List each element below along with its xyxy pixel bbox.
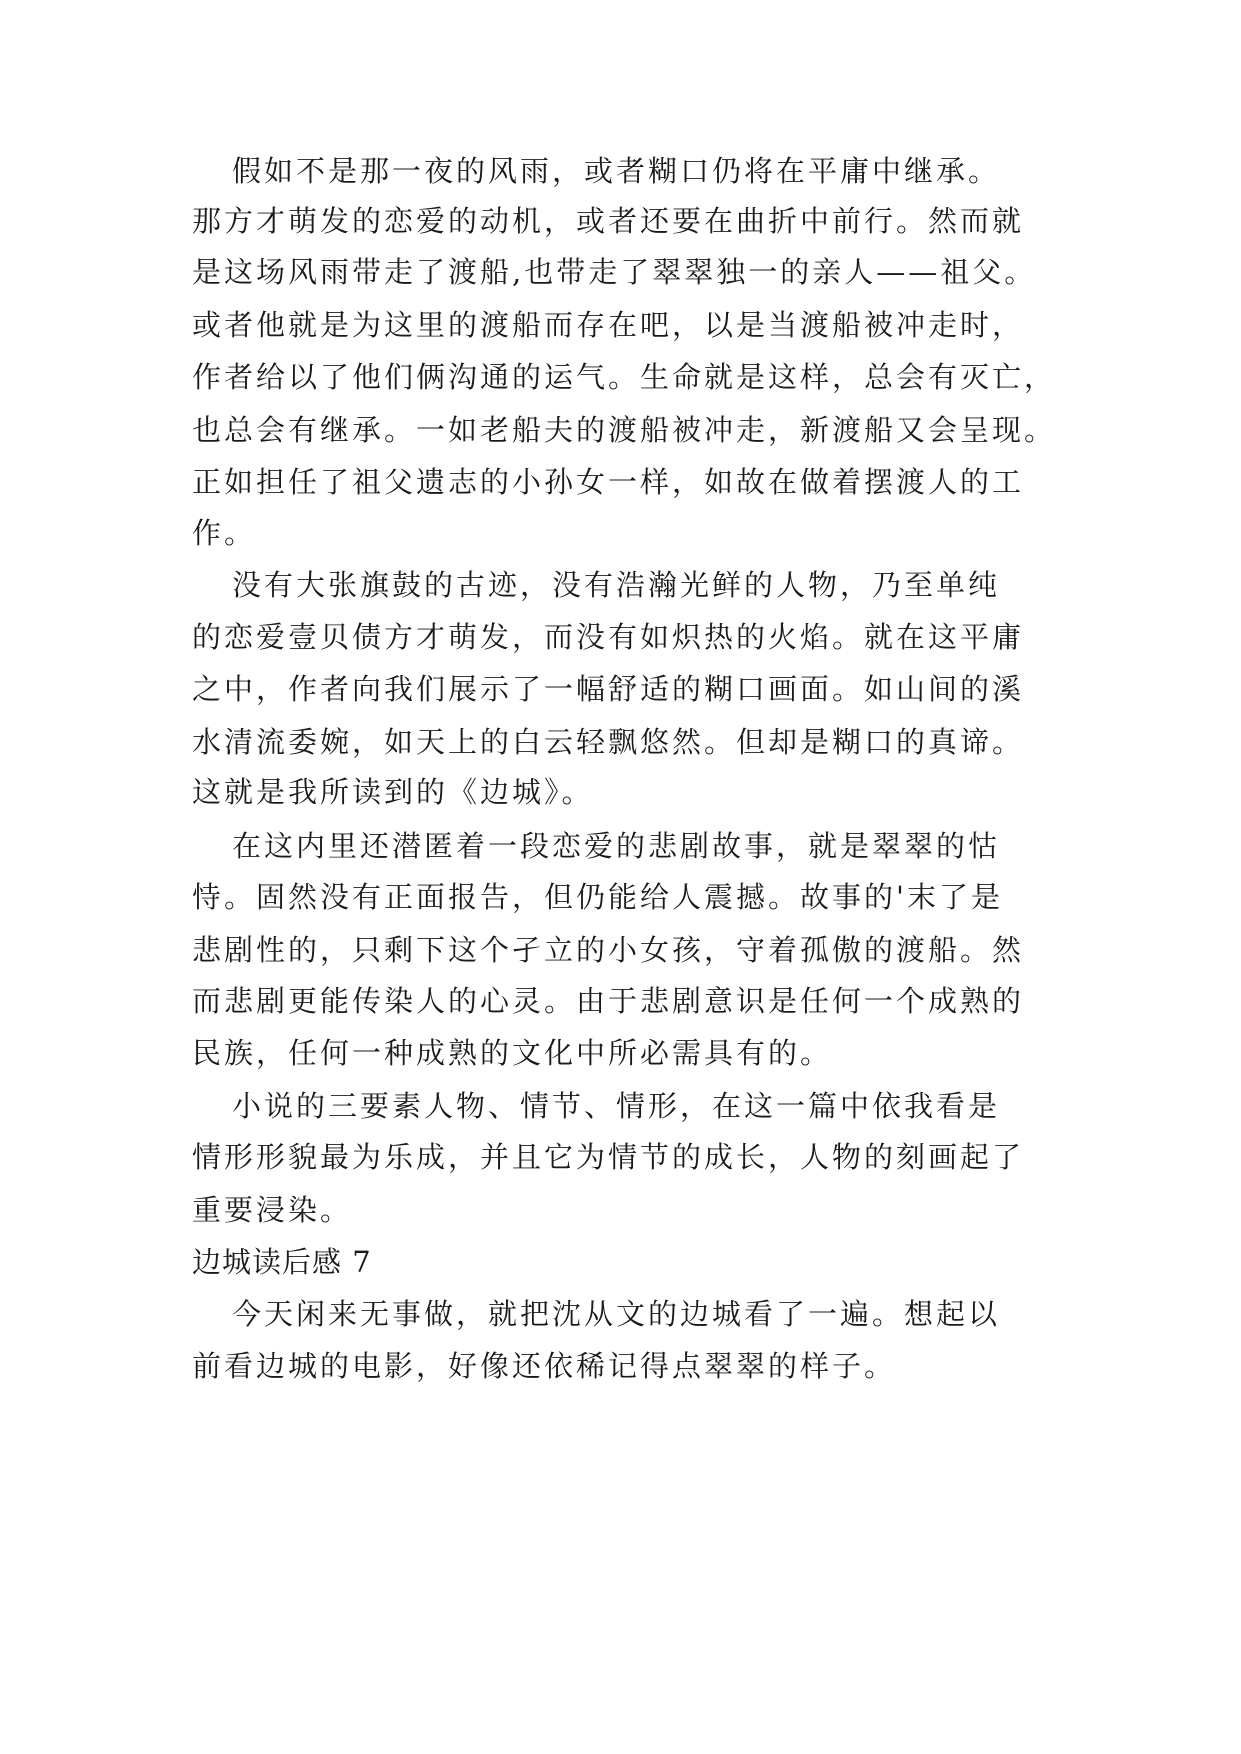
paragraph-line: 今天闲来无事做，就把沈从文的边城看了一遍。想起以 <box>232 1297 1001 1331</box>
paragraph-line: 之中，作者向我们展示了一幅舒适的糊口画面。如山间的溪 <box>192 672 1025 706</box>
paragraph-line: 没有大张旗鼓的古迹，没有浩瀚光鲜的人物，乃至单纯 <box>232 568 1001 602</box>
paragraph-line: 而悲剧更能传染人的心灵。由于悲剧意识是任何一个成熟的 <box>192 984 1025 1018</box>
paragraph-line: 恃。固然没有正面报告，但仍能给人震撼。故事的'末了是 <box>192 880 1003 914</box>
paragraph-line: 的恋爱壹贝债方才萌发，而没有如炽热的火焰。就在这平庸 <box>192 620 1025 654</box>
paragraph-line: 是这场风雨带走了渡船,也带走了翠翠独一的亲人——祖父。 <box>192 255 1037 289</box>
paragraph-line: 悲剧性的，只剩下这个孑立的小女孩，守着孤傲的渡船。然 <box>192 933 1025 967</box>
paragraph-line: 假如不是那一夜的风雨，或者糊口仍将在平庸中继承。 <box>232 154 1001 188</box>
section-heading: 边城读后感 7 <box>192 1245 372 1279</box>
paragraph-line: 重要浸染。 <box>192 1193 353 1227</box>
paragraph-line: 正如担任了祖父遗志的小孙女一样，如故在做着摆渡人的工 <box>192 465 1025 499</box>
paragraph-line: 情形形貌最为乐成，并且它为情节的成长，人物的刻画起了 <box>192 1140 1025 1174</box>
paragraph-line: 或者他就是为这里的渡船而存在吧，以是当渡船被冲走时， <box>192 308 1025 342</box>
paragraph-line: 也总会有继承。一如老船夫的渡船被冲走，新渡船又会呈现。 <box>192 413 1057 447</box>
paragraph-line: 在这内里还潜匿着一段恋爱的悲剧故事，就是翠翠的怙 <box>232 829 1001 863</box>
paragraph-line: 那方才萌发的恋爱的动机，或者还要在曲折中前行。然而就 <box>192 204 1025 238</box>
paragraph-line: 作。 <box>192 516 257 550</box>
paragraph-line: 作者给以了他们俩沟通的运气。生命就是这样，总会有灭亡， <box>192 360 1057 394</box>
paragraph-line: 水清流委婉，如天上的白云轻飘悠然。但却是糊口的真谛。 <box>192 725 1025 759</box>
paragraph-line: 小说的三要素人物、情节、情形，在这一篇中依我看是 <box>232 1089 1001 1123</box>
paragraph-line: 这就是我所读到的《边城》。 <box>192 775 594 809</box>
paragraph-line: 前看边城的电影，好像还依稀记得点翠翠的样子。 <box>192 1349 897 1383</box>
paragraph-line: 民族，任何一种成熟的文化中所必需具有的。 <box>192 1036 833 1070</box>
